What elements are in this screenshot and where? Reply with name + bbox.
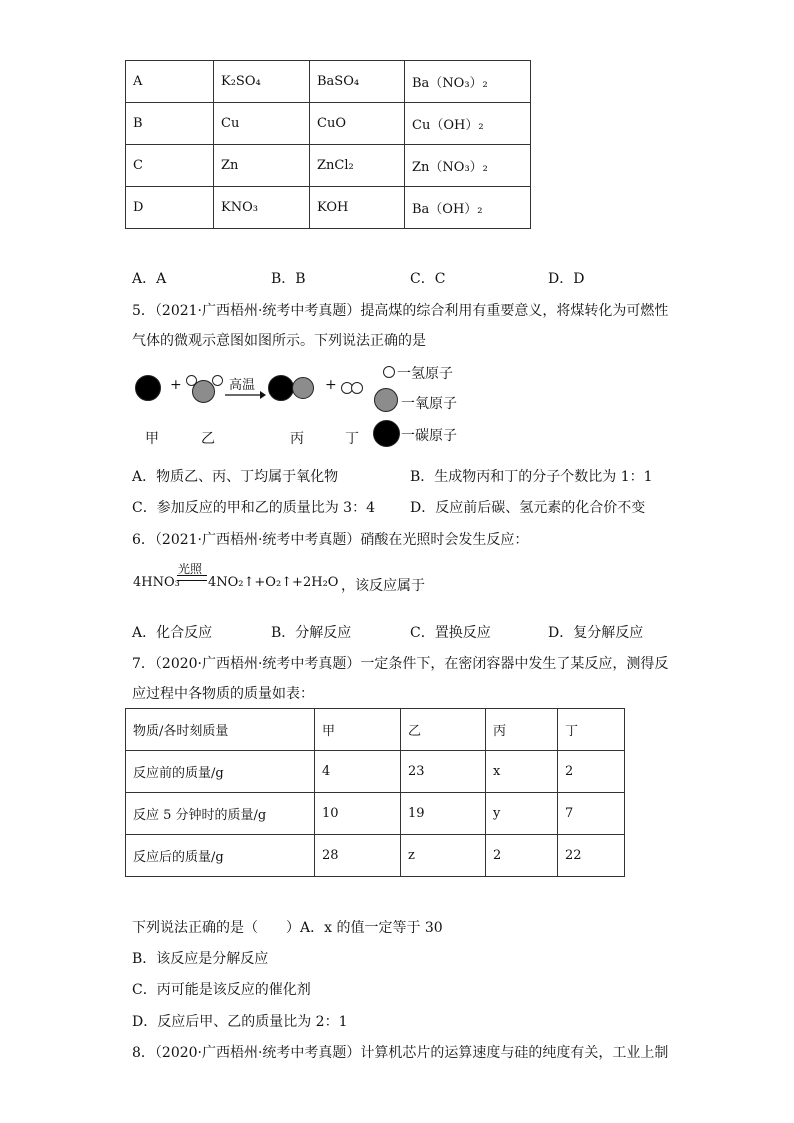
table-cell: y: [486, 793, 558, 835]
table-cell: A: [126, 61, 214, 103]
oxygen-atom-icon: [292, 377, 314, 399]
table-cell: 2: [486, 835, 558, 877]
option-a[interactable]: A．物质乙、丙、丁均属于氧化物: [132, 469, 339, 485]
q7-stem-option-a[interactable]: 下列说法正确的是（ ）A．x 的值一定等于 30: [132, 920, 443, 936]
table-row: [126, 751, 625, 793]
table-cell: Ba（NO₃）₂: [405, 61, 531, 103]
hydrogen-atom-icon: [212, 375, 223, 386]
table-cell: Zn（NO₃）₂: [405, 145, 531, 187]
q7-stem-line2: 应过程中各物质的质量如表：: [132, 686, 314, 702]
q7-option-d[interactable]: D．反应后甲、乙的质量比为 2：1: [132, 1014, 348, 1030]
table-row: [126, 145, 531, 187]
equation-reactant: 4HNO₃: [133, 575, 180, 590]
table-cell: 4: [315, 751, 401, 793]
option-c[interactable]: C．C: [410, 271, 446, 287]
label-bing: 丙: [290, 431, 304, 447]
table-cell: Ba（OH）₂: [405, 187, 531, 229]
q7-option-b[interactable]: B．该反应是分解反应: [132, 951, 269, 967]
table-row: [126, 835, 625, 877]
table-cell: Cu（OH）₂: [405, 103, 531, 145]
table-cell: 19: [401, 793, 486, 835]
plus-sign: +: [325, 377, 337, 393]
label-jia: 甲: [145, 431, 159, 447]
oxygen-legend-icon: [374, 388, 398, 412]
legend-carbon: 一碳原子: [401, 428, 457, 444]
table-cell: K₂SO₄: [214, 61, 310, 103]
table-cell: B: [126, 103, 214, 145]
option-b[interactable]: B．分解反应: [271, 625, 352, 641]
table-cell: 反应后的质量/g: [126, 835, 315, 877]
q7-stem-line1: 7．（2020·广西梧州·统考中考真题）一定条件下，在密闭容器中发生了某反应，测得反: [132, 656, 669, 672]
carbon-atom-icon: [135, 375, 161, 401]
table-cell: CuO: [310, 103, 405, 145]
option-a[interactable]: A．A: [132, 271, 167, 287]
label-yi: 乙: [201, 431, 215, 447]
q6-equation: [133, 560, 553, 600]
table-cell: 28: [315, 835, 401, 877]
equation-condition: 光照: [178, 562, 203, 576]
q7-option-c[interactable]: C．丙可能是该反应的催化剂: [132, 982, 311, 998]
table-cell: 23: [401, 751, 486, 793]
table-row: [126, 61, 531, 103]
table-header-cell: 物质/各时刻质量: [126, 709, 315, 751]
q5-options-row1: [0, 466, 794, 486]
option-d[interactable]: D．反应前后碳、氢元素的化合价不变: [410, 500, 646, 516]
table-cell: 反应前的质量/g: [126, 751, 315, 793]
option-b[interactable]: B．生成物丙和丁的分子个数比为 1：1: [410, 469, 653, 485]
table-cell: BaSO₄: [310, 61, 405, 103]
label-ding: 丁: [345, 431, 359, 447]
table-header-cell: 丙: [486, 709, 558, 751]
reaction-arrow-icon: [224, 390, 266, 400]
table-cell: x: [486, 751, 558, 793]
table-cell: 10: [315, 793, 401, 835]
table-header-cell: 乙: [401, 709, 486, 751]
option-a[interactable]: A．化合反应: [132, 625, 213, 641]
table-row: [126, 187, 531, 229]
plus-sign: +: [170, 377, 182, 393]
carbon-atom-icon: [268, 375, 294, 401]
table-header-cell: 甲: [315, 709, 401, 751]
mass-table: [125, 708, 625, 877]
equation-tail: ，该反应属于: [341, 578, 425, 594]
oxygen-atom-icon: [192, 380, 215, 403]
legend-oxygen: 一氧原子: [401, 396, 457, 412]
table-cell: 7: [558, 793, 625, 835]
hydrogen-legend-icon: [383, 366, 395, 378]
options-table: [125, 60, 531, 229]
q5-options-row2: [0, 497, 794, 517]
table-cell: Cu: [214, 103, 310, 145]
table-cell: 2: [558, 751, 625, 793]
table-cell: C: [126, 145, 214, 187]
hydrogen-atom-icon: [351, 382, 363, 394]
table-row: [126, 103, 531, 145]
option-d[interactable]: D．复分解反应: [548, 625, 644, 641]
table-header-cell: 丁: [558, 709, 625, 751]
q4-options: [0, 268, 794, 288]
equals-double-line: [177, 575, 207, 581]
table-cell: D: [126, 187, 214, 229]
carbon-legend-icon: [373, 420, 400, 447]
reaction-condition: 高温: [229, 378, 256, 393]
q5-stem-line1: 5．（2021·广西梧州·统考中考真题）提高煤的综合利用有重要意义，将煤转化为可燃性: [132, 303, 669, 319]
table-cell: Zn: [214, 145, 310, 187]
table-cell: KNO₃: [214, 187, 310, 229]
option-c[interactable]: C．置换反应: [410, 625, 491, 641]
q6-stem-line1: 6．（2021·广西梧州·统考中考真题）硝酸在光照时会发生反应：: [132, 532, 529, 548]
q8-stem-line1: 8．（2020·广西梧州·统考中考真题）计算机芯片的运算速度与硅的纯度有关，工业上制: [132, 1045, 669, 1061]
q5-stem-line2: 气体的微观示意图如图所示。下列说法正确的是: [132, 333, 426, 349]
table-cell: 反应 5 分钟时的质量/g: [126, 793, 315, 835]
table-cell: ZnCl₂: [310, 145, 405, 187]
table-row: [126, 793, 625, 835]
q6-options: [0, 622, 794, 642]
reaction-diagram: [0, 360, 794, 450]
equation-products: 4NO₂↑+O₂↑+2H₂O: [208, 575, 339, 590]
table-header-row: [126, 709, 625, 751]
table-cell: z: [401, 835, 486, 877]
table-cell: 22: [558, 835, 625, 877]
option-b[interactable]: B．B: [271, 271, 306, 287]
legend-hydrogen: 一氢原子: [397, 366, 453, 382]
option-c[interactable]: C．参加反应的甲和乙的质量比为 3：4: [132, 500, 375, 516]
option-d[interactable]: D．D: [548, 271, 585, 287]
table-cell: KOH: [310, 187, 405, 229]
